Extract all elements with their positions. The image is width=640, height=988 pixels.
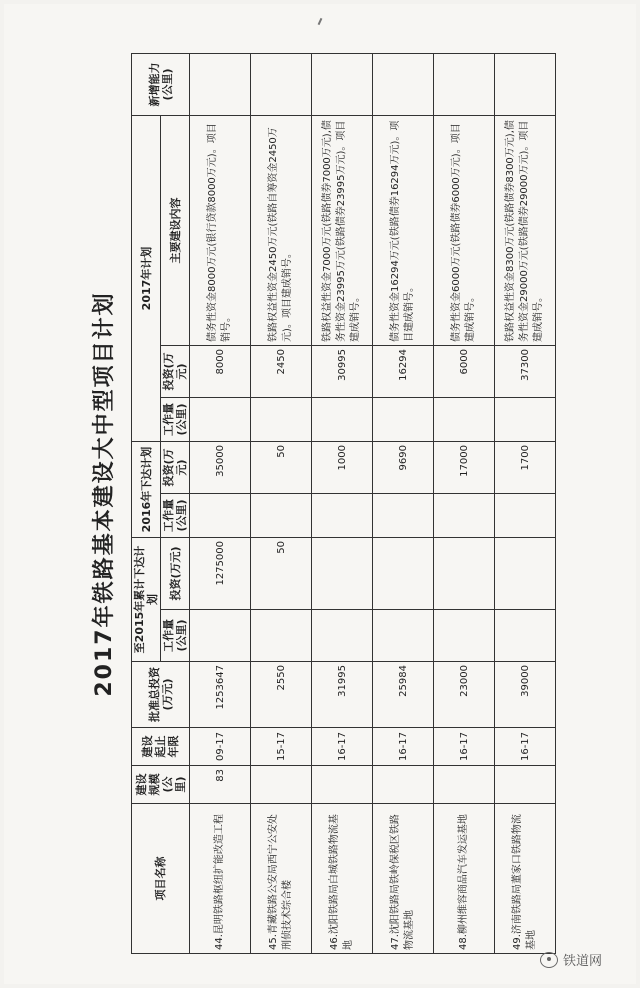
- cum2015-invest-cell: 1275000: [190, 538, 251, 610]
- p2017-workload-cell: [434, 398, 495, 442]
- p2016-workload-cell: [495, 494, 556, 538]
- project-name-cell: 44.昆明铁路枢纽扩能改造工程: [190, 804, 251, 954]
- p2016-workload-cell: [312, 494, 373, 538]
- project-name-cell: 46.沈阳铁路局白城铁路物流基地: [312, 804, 373, 954]
- new-capacity-cell: [312, 54, 373, 116]
- cum2015-workload-cell: [495, 610, 556, 662]
- cum2015-invest-cell: [312, 538, 373, 610]
- table-row: [373, 54, 434, 954]
- new-capacity-cell: [373, 54, 434, 116]
- approved-total-cell: 23000: [434, 662, 495, 728]
- table-row: [434, 54, 495, 954]
- p2016-invest-cell: 17000: [434, 442, 495, 494]
- p2017-invest-cell: 30995: [312, 346, 373, 398]
- main-content-cell: 铁路权益性资金2450万元(铁路自筹资金2450万元)。项目建成销号。: [251, 116, 312, 346]
- p2017-invest-cell: 37300: [495, 346, 556, 398]
- p2017-workload-cell: [373, 398, 434, 442]
- scale-cell: [495, 766, 556, 804]
- table-row: [495, 54, 556, 954]
- main-content-cell: 债务性资金8000万元(银行贷款8000万元)。项目销号。: [190, 116, 251, 346]
- scale-cell: 83: [190, 766, 251, 804]
- years-cell: 09-17: [190, 728, 251, 766]
- col-cum2015-invest: 投资(万元): [161, 538, 190, 610]
- p2017-invest-cell: 6000: [434, 346, 495, 398]
- years-cell: 16-17: [434, 728, 495, 766]
- project-plan-table: [131, 53, 556, 954]
- approved-total-cell: 1253647: [190, 662, 251, 728]
- cum2015-invest-cell: 50: [251, 538, 312, 610]
- table-row: [312, 54, 373, 954]
- col-group-plan2016: 2016年下达计划: [132, 442, 161, 538]
- p2016-workload-cell: [190, 494, 251, 538]
- p2017-workload-cell: [190, 398, 251, 442]
- cum2015-invest-cell: [434, 538, 495, 610]
- p2016-invest-cell: 1700: [495, 442, 556, 494]
- new-capacity-cell: [251, 54, 312, 116]
- col-approved-total: 批准总投资(万元): [132, 662, 190, 728]
- p2016-invest-cell: 50: [251, 442, 312, 494]
- cum2015-workload-cell: [190, 610, 251, 662]
- col-years: 建设起止年限: [132, 728, 190, 766]
- approved-total-cell: 39000: [495, 662, 556, 728]
- p2017-invest-cell: 2450: [251, 346, 312, 398]
- scale-cell: [373, 766, 434, 804]
- years-cell: 16-17: [495, 728, 556, 766]
- p2016-invest-cell: 1000: [312, 442, 373, 494]
- p2017-workload-cell: [312, 398, 373, 442]
- years-cell: 16-17: [312, 728, 373, 766]
- cum2015-workload-cell: [373, 610, 434, 662]
- p2017-invest-cell: 8000: [190, 346, 251, 398]
- col-project-name: 项目名称: [132, 804, 190, 954]
- rotated-document-page: [85, 34, 605, 954]
- p2017-invest-cell: 16294: [373, 346, 434, 398]
- p2017-workload-cell: [251, 398, 312, 442]
- document-title: 2017年铁路基本建设大中型项目计划: [92, 291, 117, 697]
- col-p2016-workload: 工作量(公里): [161, 494, 190, 538]
- col-cum2015-workload: 工作量(公里): [161, 610, 190, 662]
- col-group-plan2017: 2017年计划: [132, 116, 161, 442]
- project-name-cell: 45.青藏铁路公安局西宁公安处刑侦技术综合楼: [251, 804, 312, 954]
- cum2015-invest-cell: [373, 538, 434, 610]
- table-row: [190, 54, 251, 954]
- table-row: [251, 54, 312, 954]
- project-name-cell: 49.济南铁路局董家口铁路物流基地: [495, 804, 556, 954]
- years-cell: 15-17: [251, 728, 312, 766]
- project-name-cell: 47.沈阳铁路局铁岭保税区铁路物流基地: [373, 804, 434, 954]
- scale-cell: [312, 766, 373, 804]
- col-p2017-invest: 投资(万元): [161, 346, 190, 398]
- p2016-invest-cell: 9690: [373, 442, 434, 494]
- p2016-invest-cell: 35000: [190, 442, 251, 494]
- project-name-cell: 48.柳州维容商品汽车发运基地: [434, 804, 495, 954]
- new-capacity-cell: [190, 54, 251, 116]
- cum2015-workload-cell: [312, 610, 373, 662]
- years-cell: 16-17: [373, 728, 434, 766]
- col-p2016-invest: 投资(万元): [161, 442, 190, 494]
- col-p2017-workload: 工作量(公里): [161, 398, 190, 442]
- col-scale: 建设规模(公里): [132, 766, 190, 804]
- main-content-cell: 铁路权益性资金8300万元(铁路债券8300万元),债务性资金29000万元(铁路债券29000万元)。项目建成销号。: [495, 116, 556, 346]
- main-content-cell: 债务性资金6000万元(铁路债券6000万元)。项目建成销号。: [434, 116, 495, 346]
- approved-total-cell: 31995: [312, 662, 373, 728]
- cum2015-workload-cell: [434, 610, 495, 662]
- watermark: [540, 950, 602, 969]
- watermark-text: 铁道网: [563, 954, 603, 969]
- col-main-content: 主要建设内容: [161, 116, 190, 346]
- p2016-workload-cell: [251, 494, 312, 538]
- header-row-top: [132, 54, 161, 954]
- col-group-cum2015: 至2015年累计下达计划: [132, 538, 161, 662]
- p2016-workload-cell: [373, 494, 434, 538]
- main-content-cell: 债务性资金16294万元(铁路债券16294万元)。项目建成销号。: [373, 116, 434, 346]
- scale-cell: [434, 766, 495, 804]
- main-content-cell: 铁路权益性资金7000万元(铁路债券7000万元),债务性资金23995万元(铁路债券23995万元)。项目建成销号。: [312, 116, 373, 346]
- approved-total-cell: 2550: [251, 662, 312, 728]
- approved-total-cell: 25984: [373, 662, 434, 728]
- new-capacity-cell: [434, 54, 495, 116]
- cum2015-invest-cell: [495, 538, 556, 610]
- p2016-workload-cell: [434, 494, 495, 538]
- col-new-capacity: 新增能力(公里): [132, 54, 190, 116]
- cum2015-workload-cell: [251, 610, 312, 662]
- p2017-workload-cell: [495, 398, 556, 442]
- wechat-icon: [540, 952, 558, 968]
- new-capacity-cell: [495, 54, 556, 116]
- scale-cell: [251, 766, 312, 804]
